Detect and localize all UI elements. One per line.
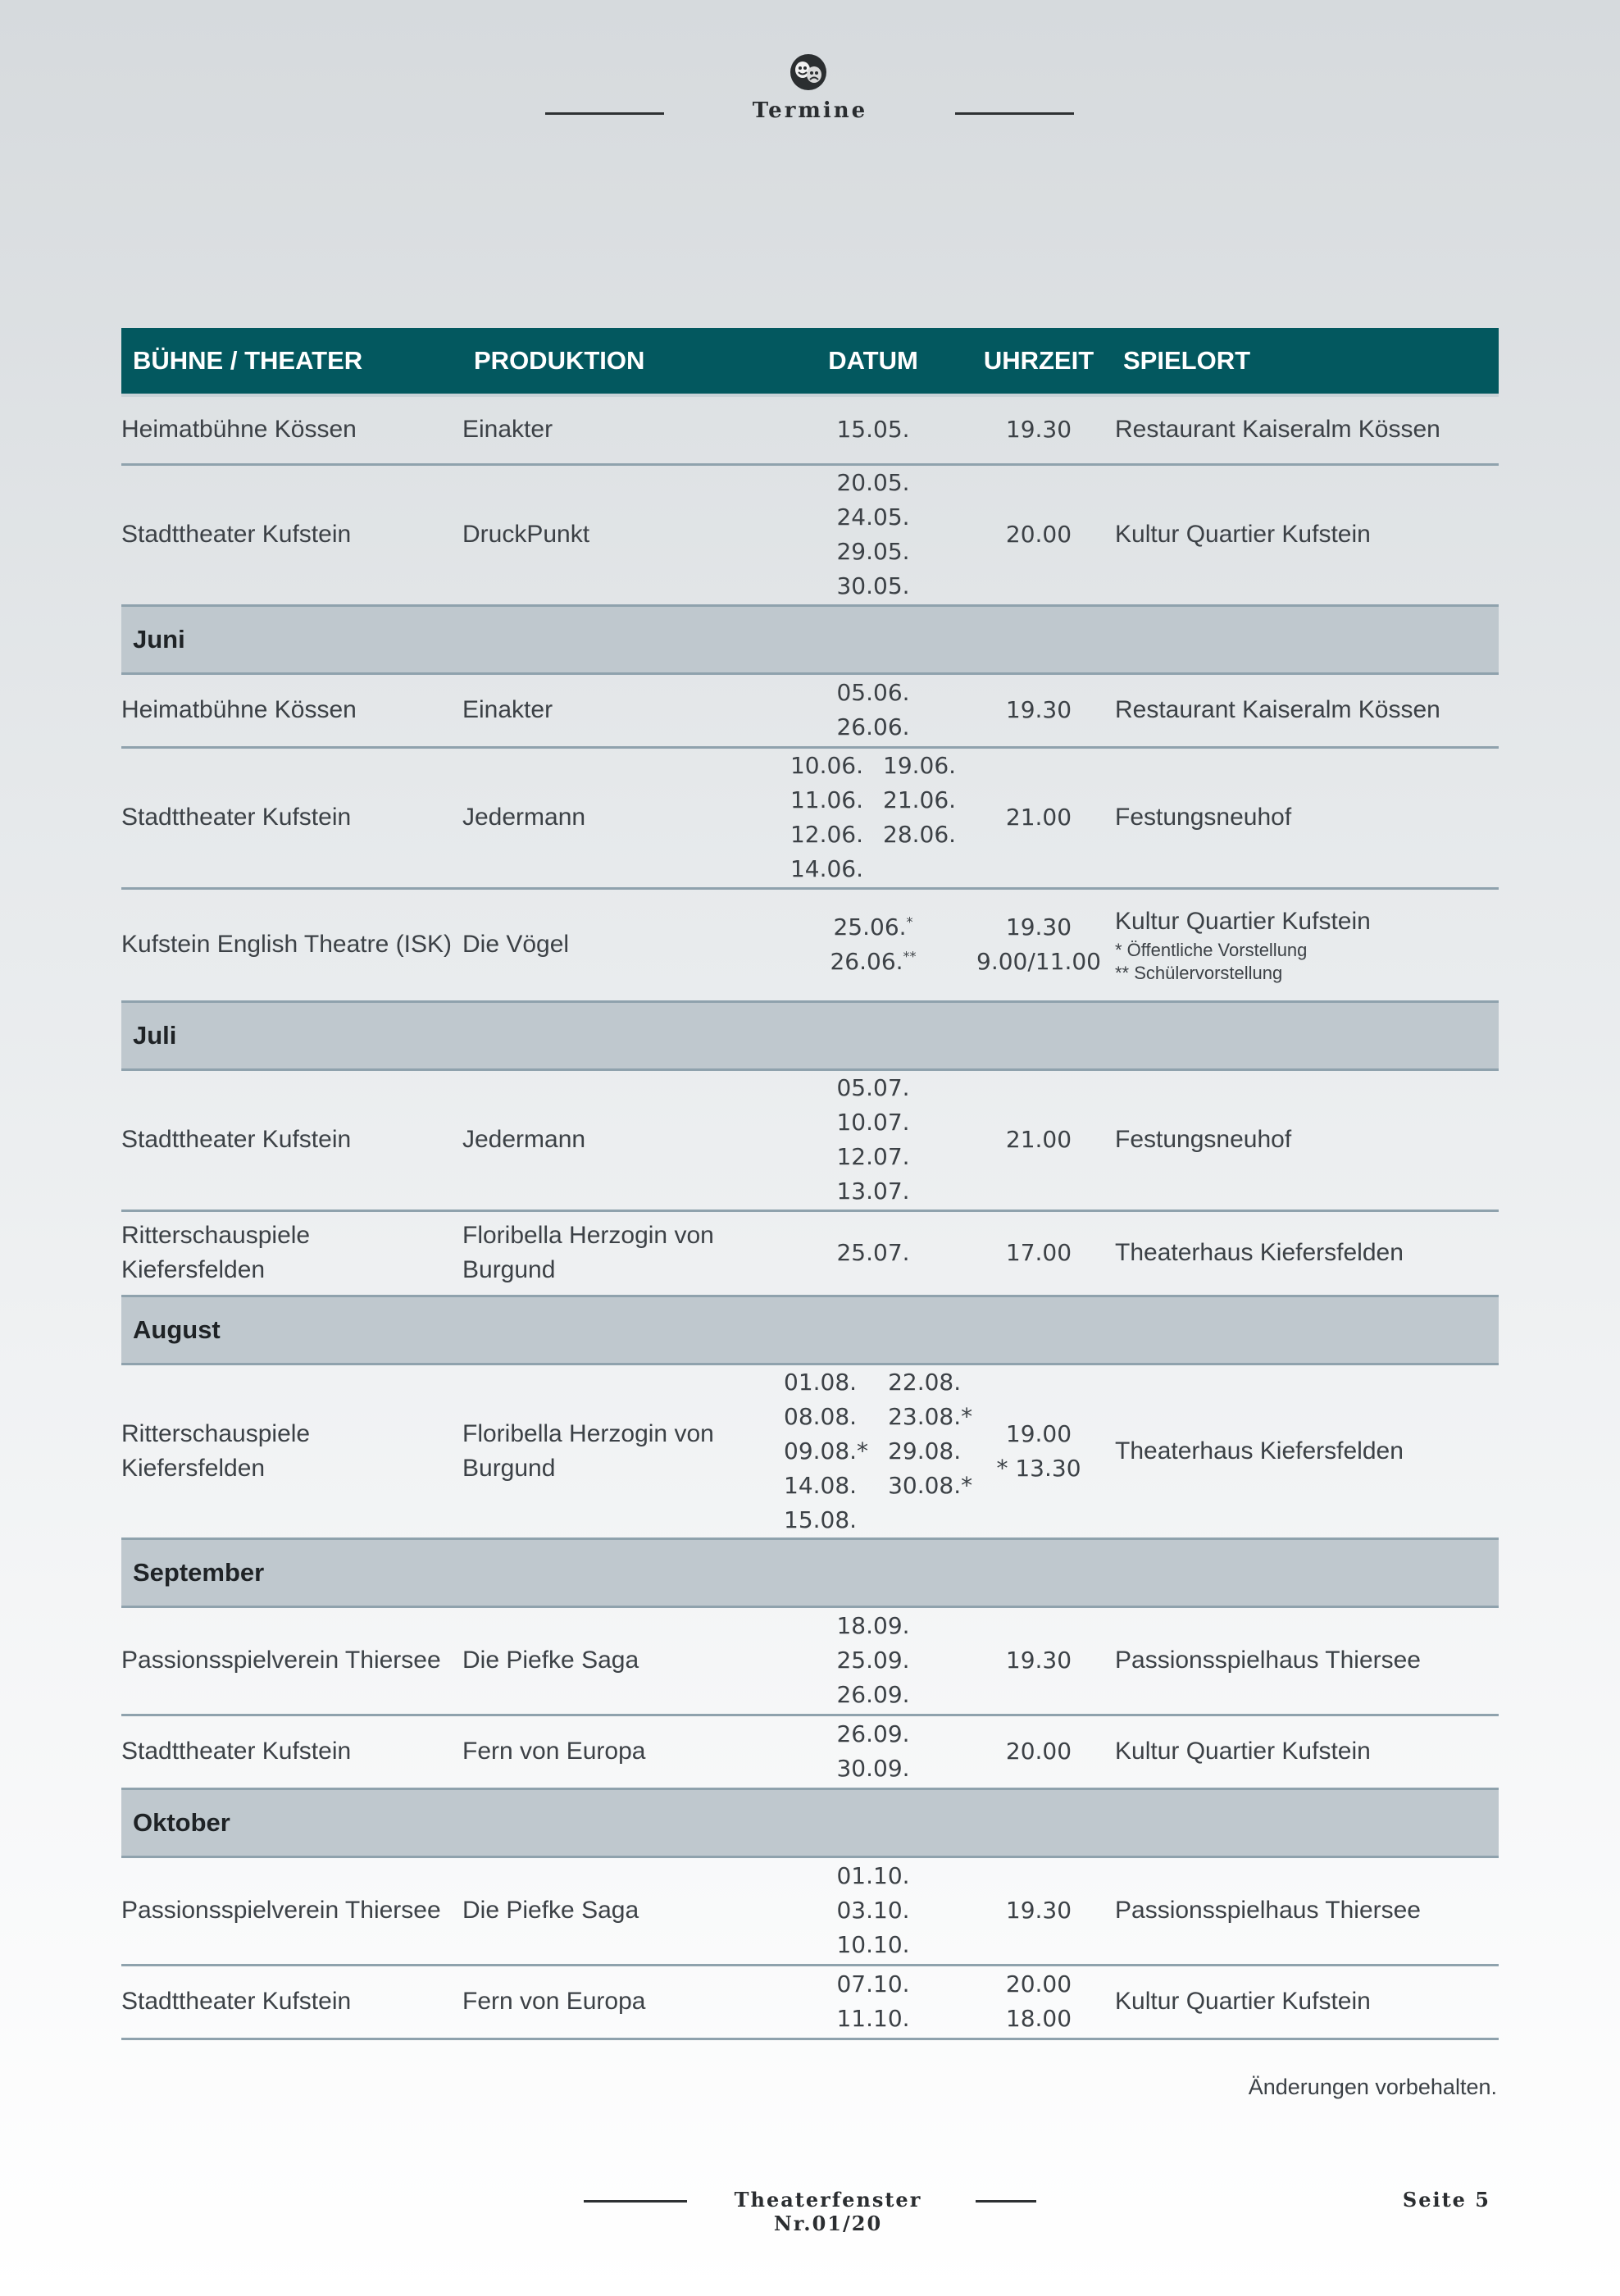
theatre-name: Stadttheater Kufstein <box>121 804 352 831</box>
production-name: Jedermann <box>462 1126 586 1153</box>
theatre-name: Stadttheater Kufstein <box>121 1126 352 1153</box>
date-value: 19.06. <box>883 752 957 779</box>
column-header-theatre: BÜHNE / THEATER <box>121 328 462 395</box>
time-value: 19.30 <box>1005 416 1072 444</box>
footer-publication: Theaterfenster Nr.01/20 <box>734 2188 922 2235</box>
table-row <box>121 1069 1499 1210</box>
time-value: 21.00 <box>1005 1126 1072 1153</box>
cell-theatre <box>121 1856 462 1965</box>
time-value: 17.00 <box>1005 1239 1072 1266</box>
cell-venue <box>1115 747 1499 888</box>
date-value: 30.08.* <box>888 1471 973 1499</box>
cell-theatre <box>121 888 462 1001</box>
month-label: Juni <box>121 605 1499 673</box>
venue-name: Kultur Quartier Kufstein <box>1115 908 1371 935</box>
table-row <box>121 464 1499 605</box>
date-value: 30.05. <box>836 572 910 599</box>
cell-date <box>784 1715 962 1788</box>
production-name: Jedermann <box>462 804 586 831</box>
cell-production <box>462 395 784 464</box>
time-value: 19.30 <box>1005 1897 1072 1924</box>
table-row <box>121 673 1499 747</box>
table-row <box>121 1715 1499 1788</box>
schedule-body <box>121 395 1499 2039</box>
cell-theatre <box>121 673 462 747</box>
theatre-name: Heimatbühne Kössen <box>121 416 357 444</box>
month-label: Juli <box>121 1001 1499 1069</box>
cell-venue <box>1115 464 1499 605</box>
date-value: 18.09. <box>836 1612 910 1639</box>
date-value: 12.07. <box>836 1143 910 1170</box>
date-value: 07.10. <box>836 1970 910 1998</box>
column-header-venue: SPIELORT <box>1115 328 1499 395</box>
production-name: Fern von Europa <box>462 1988 646 2015</box>
cell-theatre <box>121 1069 462 1210</box>
cell-time <box>962 888 1115 1001</box>
cell-date <box>784 464 962 605</box>
cell-time <box>962 673 1115 747</box>
table-row <box>121 747 1499 888</box>
date-line <box>784 710 962 745</box>
cell-venue <box>1115 1069 1499 1210</box>
cell-date <box>784 1606 962 1715</box>
date-grid <box>784 1365 972 1538</box>
date-value: 05.06. <box>836 679 910 706</box>
production-name: Die Piefke Saga <box>462 1897 639 1924</box>
cell-venue <box>1115 1364 1499 1538</box>
table-row <box>121 1965 1499 2039</box>
date-line <box>784 1893 962 1928</box>
date-footnote-mark: * <box>906 913 913 930</box>
date-line <box>784 569 962 604</box>
date-line <box>784 910 962 945</box>
production-line: Burgund <box>462 1454 556 1482</box>
date-value <box>888 1503 972 1538</box>
date-line <box>784 1174 962 1209</box>
theatre-line: Kiefersfelden <box>121 1256 266 1283</box>
venue-name: Restaurant Kaiseralm Kössen <box>1115 416 1440 444</box>
theatre-line: Ritterschauspiele <box>121 1222 311 1249</box>
month-label: Oktober <box>121 1788 1499 1856</box>
column-header-production: PRODUKTION <box>462 328 784 395</box>
date-value: 23.08.* <box>888 1402 973 1430</box>
time-value: 19.30 <box>1005 913 1072 941</box>
cell-theatre <box>121 1210 462 1296</box>
date-value: 26.06. <box>836 713 910 740</box>
date-value: 01.10. <box>836 1862 910 1889</box>
table-row <box>121 1606 1499 1715</box>
theatre-name: Passionsspielverein Thiersee <box>121 1647 441 1674</box>
date-value: 11.10. <box>836 2005 910 2032</box>
time-value: 19.30 <box>1005 1647 1072 1674</box>
cell-production <box>462 747 784 888</box>
date-value: 12.06. <box>790 821 863 848</box>
time-value: 9.00/11.00 <box>976 948 1101 975</box>
date-value: 10.06. <box>790 752 863 779</box>
time-value: 21.00 <box>1005 804 1072 831</box>
month-header-row <box>121 605 1499 673</box>
date-value: 14.08. <box>784 1471 858 1499</box>
header-rule-left <box>545 112 664 115</box>
theatre-name: Passionsspielverein Thiersee <box>121 1897 441 1924</box>
venue-name: Kultur Quartier Kufstein <box>1115 1988 1371 2015</box>
cell-date <box>784 1210 962 1296</box>
time-value: 20.00 <box>1005 1738 1072 1765</box>
date-value: 01.08. <box>784 1368 858 1396</box>
date-value: 24.05. <box>836 503 910 531</box>
cell-time <box>962 1364 1115 1538</box>
date-value: 22.08. <box>888 1368 962 1396</box>
cell-production <box>462 1606 784 1715</box>
cell-time <box>962 1715 1115 1788</box>
production-name: Die Piefke Saga <box>462 1647 639 1674</box>
cell-venue <box>1115 1715 1499 1788</box>
column-header-time: UHRZEIT <box>962 328 1115 395</box>
date-value: 25.06. <box>833 913 907 941</box>
cell-theatre <box>121 395 462 464</box>
cell-production <box>462 1364 784 1538</box>
production-name: Die Vögel <box>462 931 570 958</box>
venue-name: Passionsspielhaus Thiersee <box>1115 1647 1421 1674</box>
cell-time <box>962 1069 1115 1210</box>
date-line <box>784 1678 962 1712</box>
date-line <box>784 1928 962 1962</box>
date-line <box>784 945 962 979</box>
date-value: 21.06. <box>883 786 957 813</box>
time-value: 18.00 <box>1005 2005 1072 2032</box>
cell-time <box>962 747 1115 888</box>
date-value: 29.05. <box>836 538 910 565</box>
date-line <box>784 1752 962 1786</box>
page-title: Termine <box>752 98 868 123</box>
cell-date <box>784 1856 962 1965</box>
cell-production <box>462 888 784 1001</box>
cell-theatre <box>121 747 462 888</box>
cell-venue <box>1115 395 1499 464</box>
cell-date <box>784 1965 962 2039</box>
cell-date <box>784 395 962 464</box>
date-line <box>784 535 962 569</box>
date-value: 15.08. <box>784 1506 858 1533</box>
cell-production <box>462 1715 784 1788</box>
venue-name: Kultur Quartier Kufstein <box>1115 1738 1371 1765</box>
date-value: 13.07. <box>836 1178 910 1205</box>
cell-date <box>784 673 962 747</box>
cell-time <box>962 395 1115 464</box>
venue-name: Passionsspielhaus Thiersee <box>1115 1897 1421 1924</box>
date-grid <box>790 749 956 886</box>
date-value: 25.07. <box>836 1239 910 1266</box>
date-value: 14.06. <box>790 855 863 882</box>
theatre-name: Heimatbühne Kössen <box>121 696 357 723</box>
cell-venue <box>1115 673 1499 747</box>
header-rule-right <box>955 112 1074 115</box>
date-value: 10.07. <box>836 1109 910 1136</box>
table-row <box>121 888 1499 1001</box>
theatre-name: Stadttheater Kufstein <box>121 521 352 548</box>
cell-production <box>462 1210 784 1296</box>
table-row <box>121 1856 1499 1965</box>
cell-time <box>962 1210 1115 1296</box>
date-value: 30.09. <box>836 1755 910 1782</box>
date-value: 25.09. <box>836 1647 910 1674</box>
month-label: August <box>121 1296 1499 1364</box>
venue-name: Festungsneuhof <box>1115 1126 1292 1153</box>
theater-masks-icon <box>789 52 828 92</box>
month-header-row <box>121 1001 1499 1069</box>
venue-note: * Öffentliche Vorstellung <box>1115 940 1308 960</box>
date-value: 05.07. <box>836 1074 910 1101</box>
table-header-row <box>121 328 1499 395</box>
date-footnote-mark: ** <box>903 948 917 964</box>
date-value: 11.06. <box>790 786 863 813</box>
date-value: 26.09. <box>836 1720 910 1747</box>
date-line <box>784 466 962 500</box>
cell-theatre <box>121 1965 462 2039</box>
date-line <box>784 1236 962 1270</box>
changes-reserved-note: Änderungen vorbehalten. <box>1248 2075 1497 2099</box>
date-value: 08.08. <box>784 1402 858 1430</box>
venue-name: Theaterhaus Kiefersfelden <box>1115 1239 1404 1266</box>
date-line <box>784 500 962 535</box>
date-value: 10.10. <box>836 1931 910 1958</box>
date-line <box>784 1859 962 1893</box>
date-value: 03.10. <box>836 1897 910 1924</box>
production-line: Burgund <box>462 1256 556 1283</box>
venue-note: ** Schülervorstellung <box>1115 963 1283 983</box>
cell-date <box>784 747 962 888</box>
cell-theatre <box>121 1715 462 1788</box>
venue-name: Kultur Quartier Kufstein <box>1115 521 1371 548</box>
date-line <box>784 676 962 710</box>
date-line <box>784 1105 962 1140</box>
date-line <box>784 1140 962 1174</box>
date-line <box>784 412 962 447</box>
cell-time <box>962 1965 1115 2039</box>
theatre-name: Stadttheater Kufstein <box>121 1988 352 2015</box>
production-name: Einakter <box>462 416 553 444</box>
date-value: 28.06. <box>883 821 957 848</box>
date-value: 26.06. <box>830 948 903 975</box>
cell-venue <box>1115 1856 1499 1965</box>
cell-time <box>962 1606 1115 1715</box>
date-value: 29.08. <box>888 1437 962 1465</box>
column-header-date: DATUM <box>784 328 962 395</box>
date-line <box>784 1609 962 1643</box>
theatre-line: Ritterschauspiele <box>121 1419 311 1447</box>
footer-rule-left <box>584 2200 687 2203</box>
time-value: 19.00 <box>1005 1419 1072 1447</box>
production-name: Fern von Europa <box>462 1738 646 1765</box>
cell-venue <box>1115 1210 1499 1296</box>
cell-venue <box>1115 1606 1499 1715</box>
time-value: 19.30 <box>1005 696 1072 723</box>
cell-time <box>962 464 1115 605</box>
theatre-line: Kiefersfelden <box>121 1454 266 1482</box>
page-number: Seite 5 <box>1402 2188 1490 2212</box>
month-label: September <box>121 1538 1499 1606</box>
time-value: 20.00 <box>1005 1970 1072 1998</box>
page-header <box>0 48 1620 138</box>
date-line <box>784 1967 962 2002</box>
cell-production <box>462 464 784 605</box>
date-value: 20.05. <box>836 469 910 496</box>
cell-theatre <box>121 1364 462 1538</box>
cell-time <box>962 1856 1115 1965</box>
time-value: 20.00 <box>1005 521 1072 548</box>
date-value <box>883 852 956 886</box>
venue-name: Festungsneuhof <box>1115 804 1292 831</box>
schedule-table <box>121 328 1499 2040</box>
cell-venue <box>1115 1965 1499 2039</box>
month-header-row <box>121 1538 1499 1606</box>
date-line <box>784 1643 962 1678</box>
cell-production <box>462 673 784 747</box>
production-line: Floribella Herzogin von <box>462 1419 714 1447</box>
table-row <box>121 1364 1499 1538</box>
time-value: * 13.30 <box>996 1454 1081 1482</box>
production-name: DruckPunkt <box>462 521 590 548</box>
date-line <box>784 2002 962 2036</box>
cell-venue <box>1115 888 1499 1001</box>
month-header-row <box>121 1788 1499 1856</box>
cell-theatre <box>121 464 462 605</box>
date-value: 26.09. <box>836 1681 910 1708</box>
date-line <box>784 1717 962 1752</box>
date-value: 15.05. <box>836 416 910 444</box>
theatre-name: Stadttheater Kufstein <box>121 1738 352 1765</box>
production-line: Floribella Herzogin von <box>462 1222 714 1249</box>
date-value: 09.08.* <box>784 1437 869 1465</box>
cell-date <box>784 888 962 1001</box>
table-row <box>121 395 1499 464</box>
cell-date <box>784 1069 962 1210</box>
venue-name: Theaterhaus Kiefersfelden <box>1115 1437 1404 1465</box>
cell-date <box>784 1364 973 1538</box>
venue-name: Restaurant Kaiseralm Kössen <box>1115 696 1440 723</box>
date-line <box>784 1071 962 1105</box>
cell-theatre <box>121 1606 462 1715</box>
cell-production <box>462 1965 784 2039</box>
month-header-row <box>121 1296 1499 1364</box>
footer-rule-right <box>976 2200 1036 2203</box>
table-row <box>121 1210 1499 1296</box>
cell-production <box>462 1069 784 1210</box>
cell-production <box>462 1856 784 1965</box>
production-name: Einakter <box>462 696 553 723</box>
theatre-name: Kufstein English Theatre (ISK) <box>121 931 452 958</box>
